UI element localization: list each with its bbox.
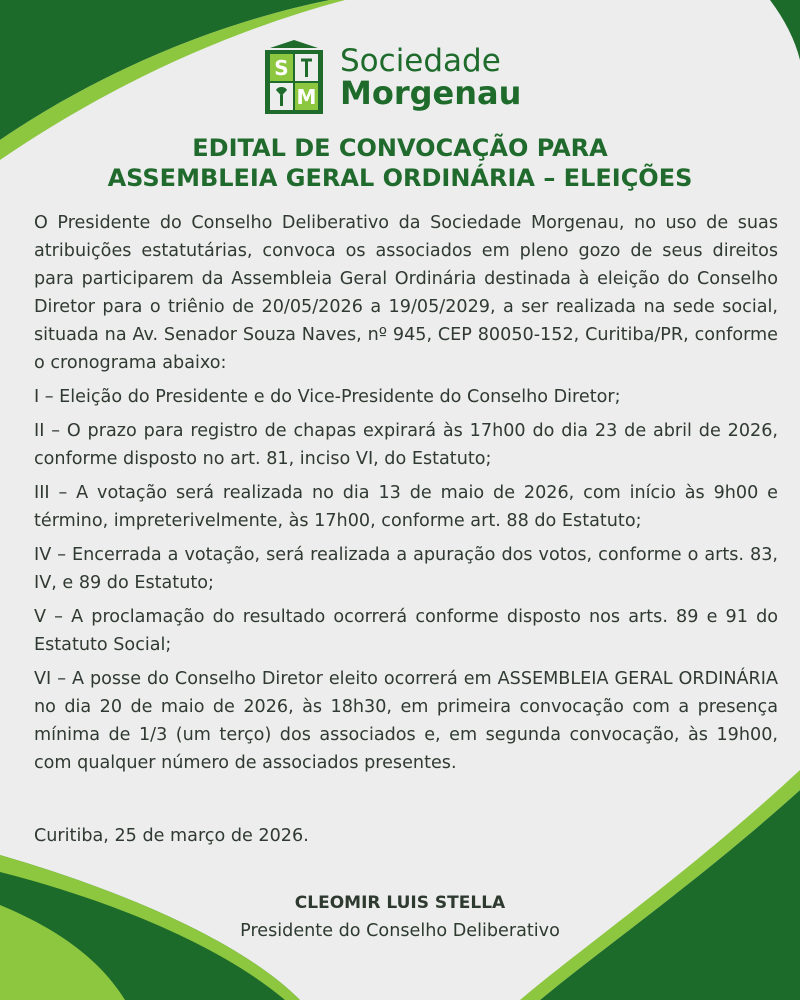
monogram-logo-icon <box>262 38 326 118</box>
signatory-role: Presidente do Conselho Deliberativo <box>240 921 560 941</box>
agenda-item-6: VI – A posse do Conselho Diretor eleito ocorrerá em ASSEMBLEIA GERAL ORDINÁRIA no dia 20 de maio de 2026, às 18h30, em primeira convocação com a presença mínima de 1/3 (um terço) dos associados e, em segunda convocação, às 19h00, com qualquer número de associados presentes. <box>34 669 778 773</box>
document-date: Curitiba, 25 de março de 2026. <box>34 826 309 846</box>
signature-block <box>100 893 700 941</box>
monogram-letter-s: S <box>274 56 289 80</box>
brand-logo <box>262 38 532 118</box>
monogram-letter-m: M <box>296 85 317 109</box>
signatory-name: CLEOMIR LUIS STELLA <box>294 893 506 913</box>
document-title <box>40 133 760 193</box>
logo-wordmark <box>340 43 522 112</box>
logo-name-line1: Sociedade <box>340 43 501 79</box>
agenda-item-1: I – Eleição do Presidente e do Vice-Presidente do Conselho Diretor; <box>34 387 621 407</box>
intro-paragraph: O Presidente do Conselho Deliberativo da Sociedade Morgenau, no uso de suas atribuições estatutárias, convoca os associados em pleno gozo de seus direitos para participarem da Assembleia Geral Ordinária destinada à eleição do Conselho Diretor para o triênio de 20/05/2026 a 19/05/2029, a ser realizada na sede social, situada na Av. Senador Souza Naves, nº 945, CEP 80050-152, Curitiba/PR, conforme o cronograma abaixo: <box>34 213 778 373</box>
agenda-item-3: III – A votação será realizada no dia 13 de maio de 2026, com início às 9h00 e término, impreterivelmente, às 17h00, conforme art. 88 do Estatuto; <box>34 483 778 531</box>
logo-name-line2: Morgenau <box>340 74 522 112</box>
title-line2: ASSEMBLEIA GERAL ORDINÁRIA – ELEIÇÕES <box>107 164 693 192</box>
title-line1: EDITAL DE CONVOCAÇÃO PARA <box>192 134 608 162</box>
agenda-item-5: V – A proclamação do resultado ocorrerá conforme disposto nos arts. 89 e 91 do Estatuto Social; <box>34 607 778 655</box>
agenda-item-2: II – O prazo para registro de chapas expirará às 17h00 do dia 23 de abril de 2026, conforme disposto no art. 81, inciso VI, do Estatuto; <box>34 421 778 469</box>
agenda-item-4: IV – Encerrada a votação, será realizada a apuração dos votos, conforme o arts. 83, IV, e 89 do Estatuto; <box>34 545 778 593</box>
document-body <box>34 209 778 777</box>
